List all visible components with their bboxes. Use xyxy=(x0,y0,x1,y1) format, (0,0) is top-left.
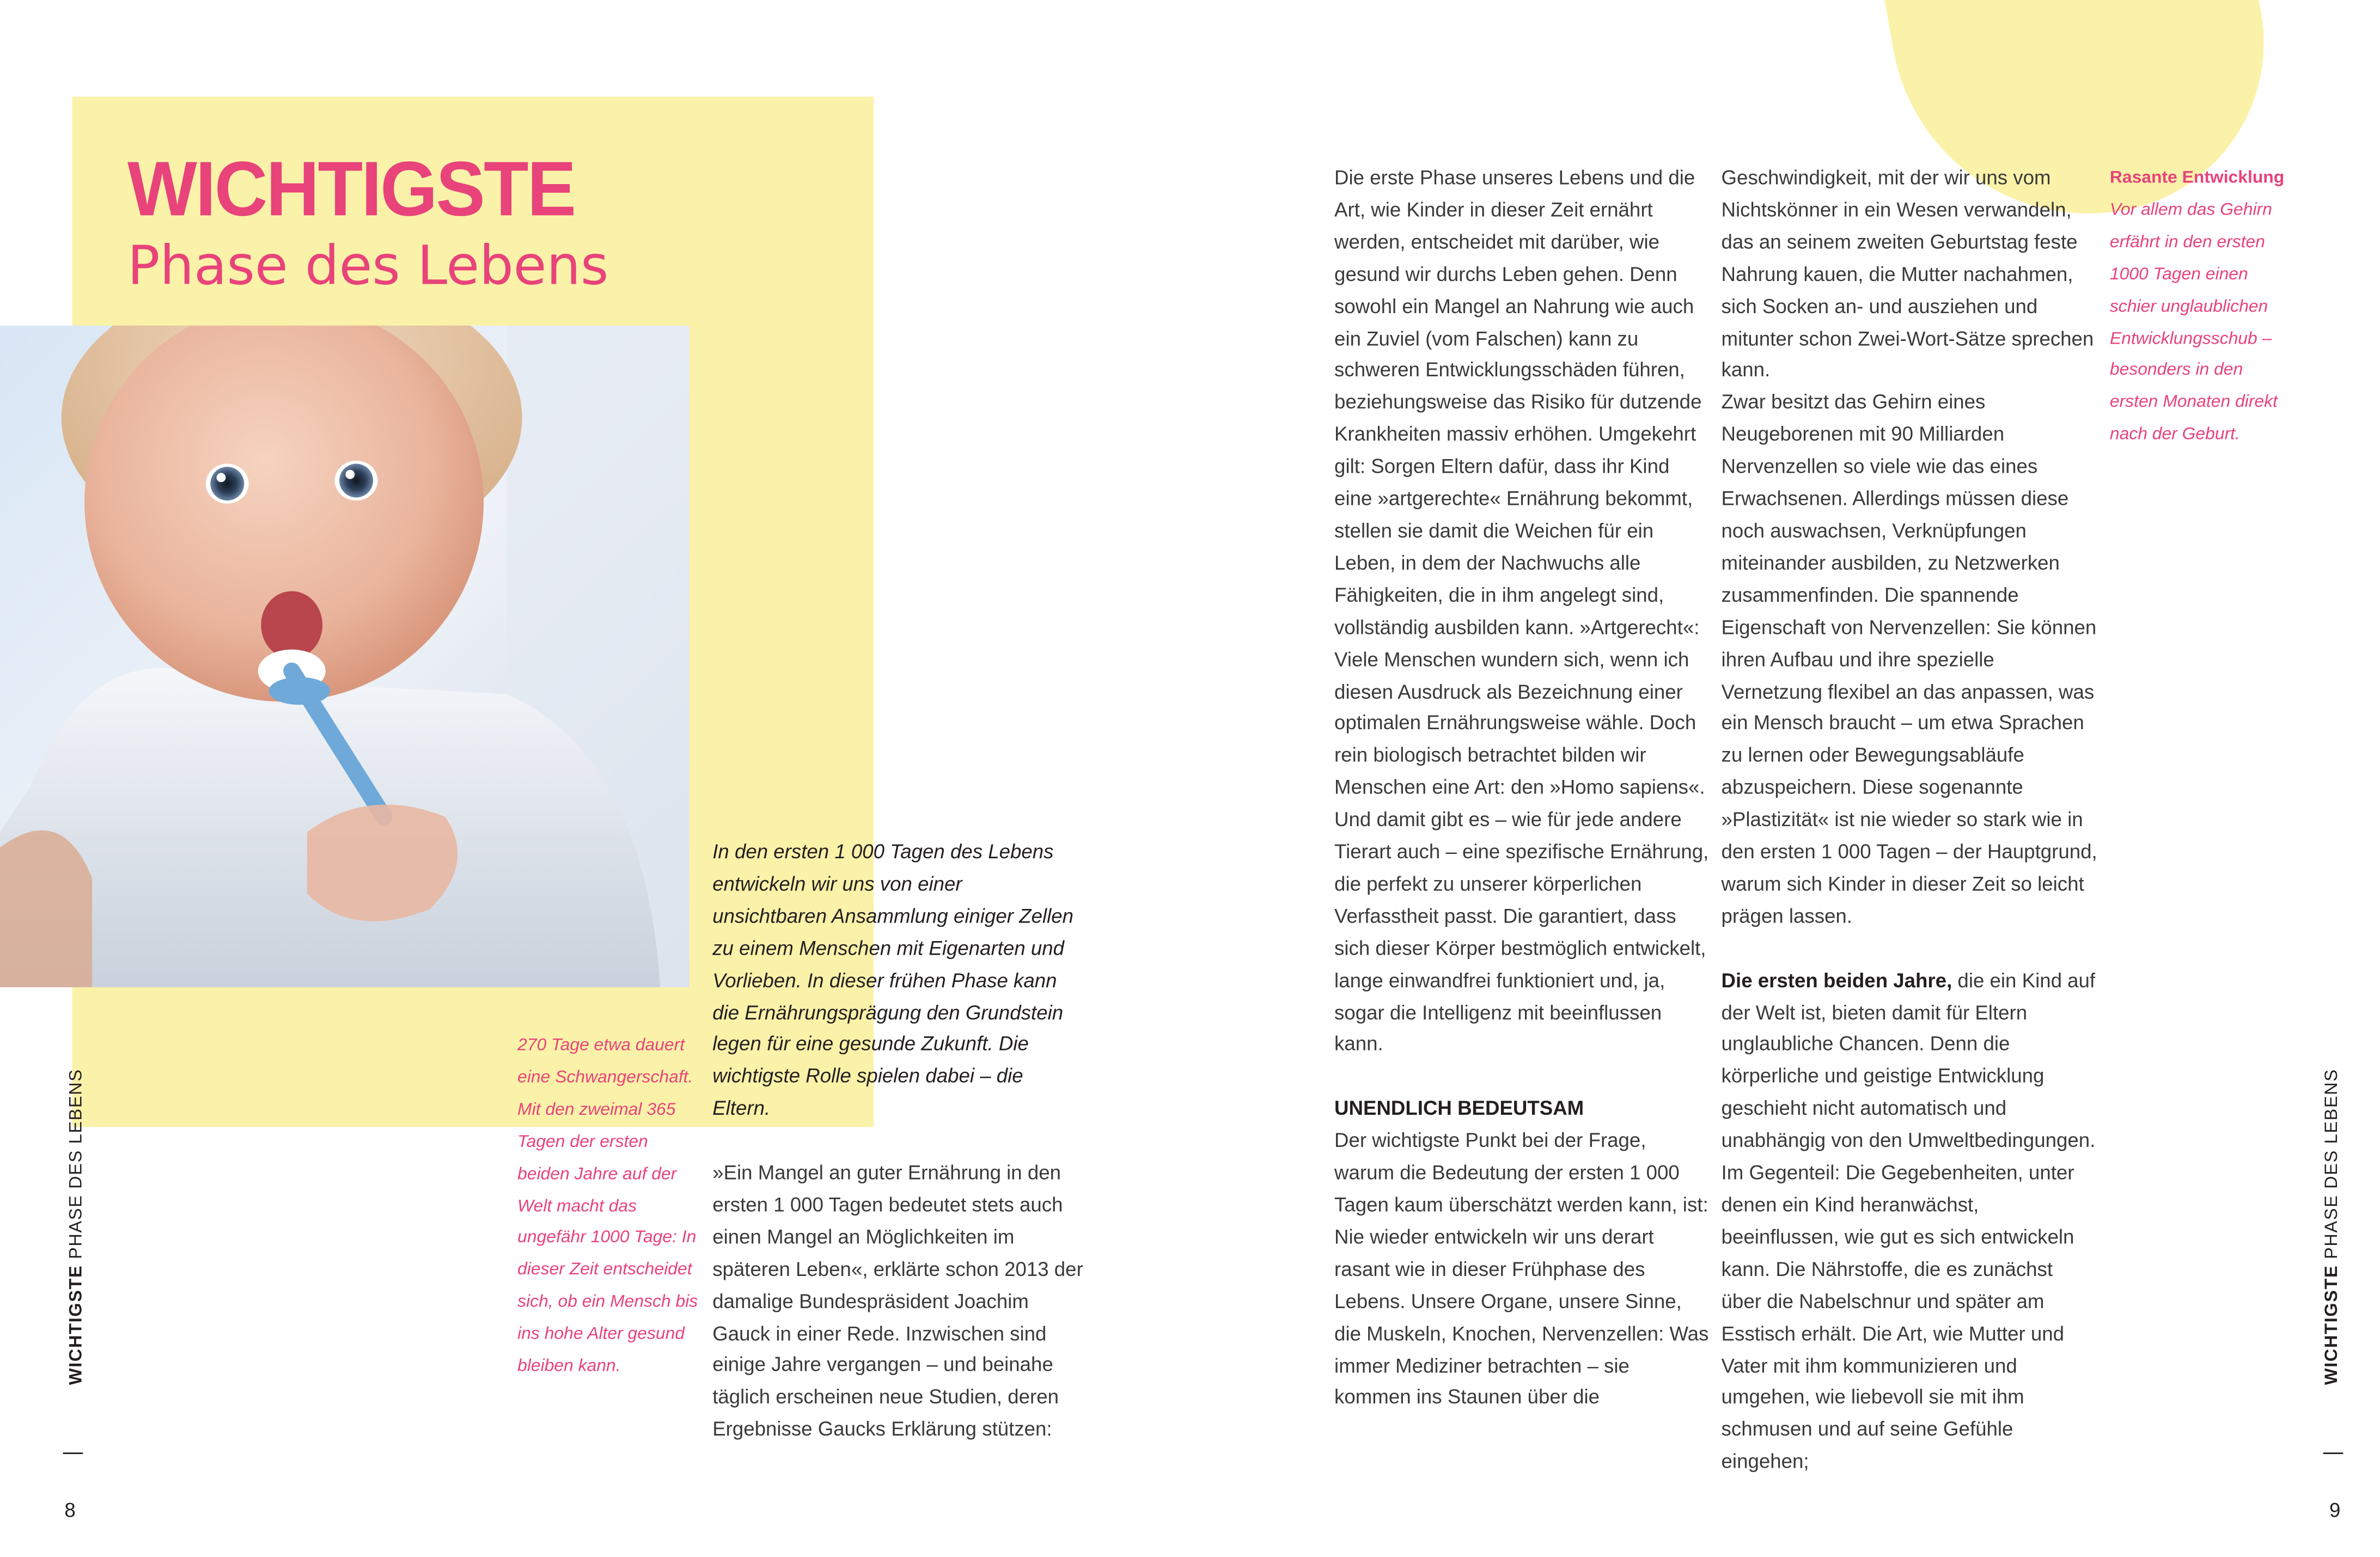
running-head-light: PHASE DES LEBENS xyxy=(2323,1068,2342,1265)
body-paragraph: Der wichtigste Punkt bei der Frage, warum die Bedeutung der ersten 1 000 Tagen kaum überschätzt werden kann, ist: Nie wieder entwickeln wir uns derart rasant wie in dieser Frühphase des Lebens. Unsere Organe, unsere Sinne, die Muskeln, Knochen, Nervenzellen: Was immer Mediziner betrachten – sie kommen ins Staunen über die xyxy=(1334,1128,1709,1409)
running-head-bold: WICHTIGSTE xyxy=(2323,1265,2342,1385)
baby-photo xyxy=(0,326,689,987)
paragraph-text: die ein Kind auf der Welt ist, bieten damit für Eltern unglaubliche Chancen. Denn die körperliche und geistige Entwicklung geschieht nicht automatisch und unabhängig von den Umweltbedingungen. Im Gegenteil: Die Gegebenheiten, unter denen ein Kind heranwächst, beeinflussen, wie gut es sich entwickeln kann. Die Nährstoffe, die es zunächst über die Nabelschnur und später am Esstisch erhält. Die Art, wie Mutter und Vater mit ihm kommunizieren und umgehen, wie liebevoll sie mit ihm schmusen und auf seine Gefühle eingehen; xyxy=(1721,968,2096,1473)
running-head-bold: WICHTIGSTE xyxy=(68,1265,86,1385)
paragraph-lead: Die ersten beiden Jahre, xyxy=(1721,968,1952,992)
side-caption: 270 Tage etwa dauert eine Schwangerschaft. Mit den zweimal 365 Tagen der ersten beiden Jahre auf der Welt macht das ungefähr 1000 Tage: In dieser Zeit entscheidet sich, ob ein Mensch bis ins hohe Alter gesund bleiben kann. xyxy=(517,1036,698,1376)
margin-note-title: Rasante Entwicklung xyxy=(2109,169,2285,187)
body-paragraph: »Ein Mangel an guter Ernährung in den ersten 1 000 Tagen bedeutet stets auch einen Mangel an Möglichkeiten im späteren Leben«, erklärte schon 2013 der damalige Bundespräsident Joachim Gauck in einer Rede. Inzwischen sind einige Jahre vergangen – und beinahe täglich erscheinen neue Studien, deren Ergebnisse Gaucks Erklärung stützen: xyxy=(712,1161,1083,1441)
section-heading: UNENDLICH BEDEUTSAM xyxy=(1334,1096,1584,1120)
body-column-left xyxy=(712,1158,1089,1446)
page-title-bold: WICHTIGSTE xyxy=(127,148,575,233)
body-paragraph xyxy=(1722,965,2098,1479)
intro-text: In den ersten 1 000 Tagen des Lebens entwickeln wir uns von einer unsichtbaren Ansammlung einiger Zellen zu einem Menschen mit Eigenarten und Vorlieben. In dieser frühen Phase kann die Ernährungsprägung den Grundstein legen für eine gesunde Zukunft. Die wichtigste Rolle spielen dabei – die Eltern. xyxy=(712,840,1074,1120)
body-column-right xyxy=(1722,163,2098,1479)
body-paragraph: Zwar besitzt das Gehirn eines Neugeborenen mit 90 Milliarden Nervenzellen so viele wie das eines Erwachsenen. Allerdings müssen diese noch auswachsen, Verknüpfungen miteinander ausbilden, zu Netzwerken zusammenfinden. Die spannende Eigenschaft von Nervenzellen: Sie können ihren Aufbau und ihre spezielle Vernetzung flexibel an das anpassen, was ein Mensch braucht – um etwa Sprachen zu lernen oder Bewegungsabläufe abzuspeichern. Diese sogenannte »Plastizität« ist nie wieder so stark wie in den ersten 1 000 Tagen – der Hauptgrund, warum sich Kinder in dieser Zeit so leicht prägen lassen. xyxy=(1721,390,2097,927)
page-number-left: 8 xyxy=(64,1498,76,1522)
running-head-right xyxy=(2323,1068,2342,1385)
margin-note xyxy=(2110,163,2294,451)
divider xyxy=(63,1452,83,1454)
body-column-middle xyxy=(1334,163,1711,1415)
divider xyxy=(2323,1452,2344,1454)
body-paragraph: Die erste Phase unseres Lebens und die Art, wie Kinder in dieser Zeit ernährt werden, entscheidet mit darüber, wie gesund wir durchs Leben gehen. Denn sowohl ein Mangel an Nahrung wie auch ein Zuviel (vom Falschen) kann zu schweren Entwicklungsschäden führen, beziehungsweise das Risiko für dutzende Krankheiten massiv erhöhen. Umgekehrt gilt: Sorgen Eltern dafür, dass ihr Kind eine »artgerechte« Ernährung bekommt, stellen sie damit die Weichen für ein Leben, in dem der Nachwuchs alle Fähigkeiten, die in ihm angelegt sind, vollständig ausbilden kann. »Artgerecht«: Viele Menschen wundern sich, wenn ich diesen Ausdruck als Bezeichnung einer optimalen Ernährungsweise wähle. Doch rein biologisch betrachtet bilden wir Menschen eine Art: den »Homo sapiens«. Und damit gibt es – wie für jede andere Tierart auch – eine spezifische Ernährung, die perfekt zu unserer körperlichen Verfasstheit passt. Die garantiert, dass sich dieser Körper bestmöglich entwickelt, lange einwandfrei funktioniert und, ja, sogar die Intelligenz mit beeinflussen kann. xyxy=(1334,166,1709,1056)
body-paragraph: Geschwindigkeit, mit der wir uns vom Nichtskönner in ein Wesen verwandeln, das an seinem zweiten Geburtstag feste Nahrung kauen, die Mutter nachahmen, sich Socken an- und ausziehen und mitunter schon Zwei-Wort-Sätze sprechen kann. xyxy=(1721,166,2094,382)
running-head-light: PHASE DES LEBENS xyxy=(68,1068,86,1265)
page-number-right: 9 xyxy=(2329,1498,2341,1522)
running-head-left xyxy=(68,1068,86,1385)
page-title-light: Phase des Lebens xyxy=(127,236,609,298)
margin-note-body: Vor allem das Gehirn erfährt in den ersten 1000 Tagen einen schier unglaublichen Entwicklungsschub – besonders in den ersten Monaten direkt nach der Geburt. xyxy=(2109,201,2278,444)
